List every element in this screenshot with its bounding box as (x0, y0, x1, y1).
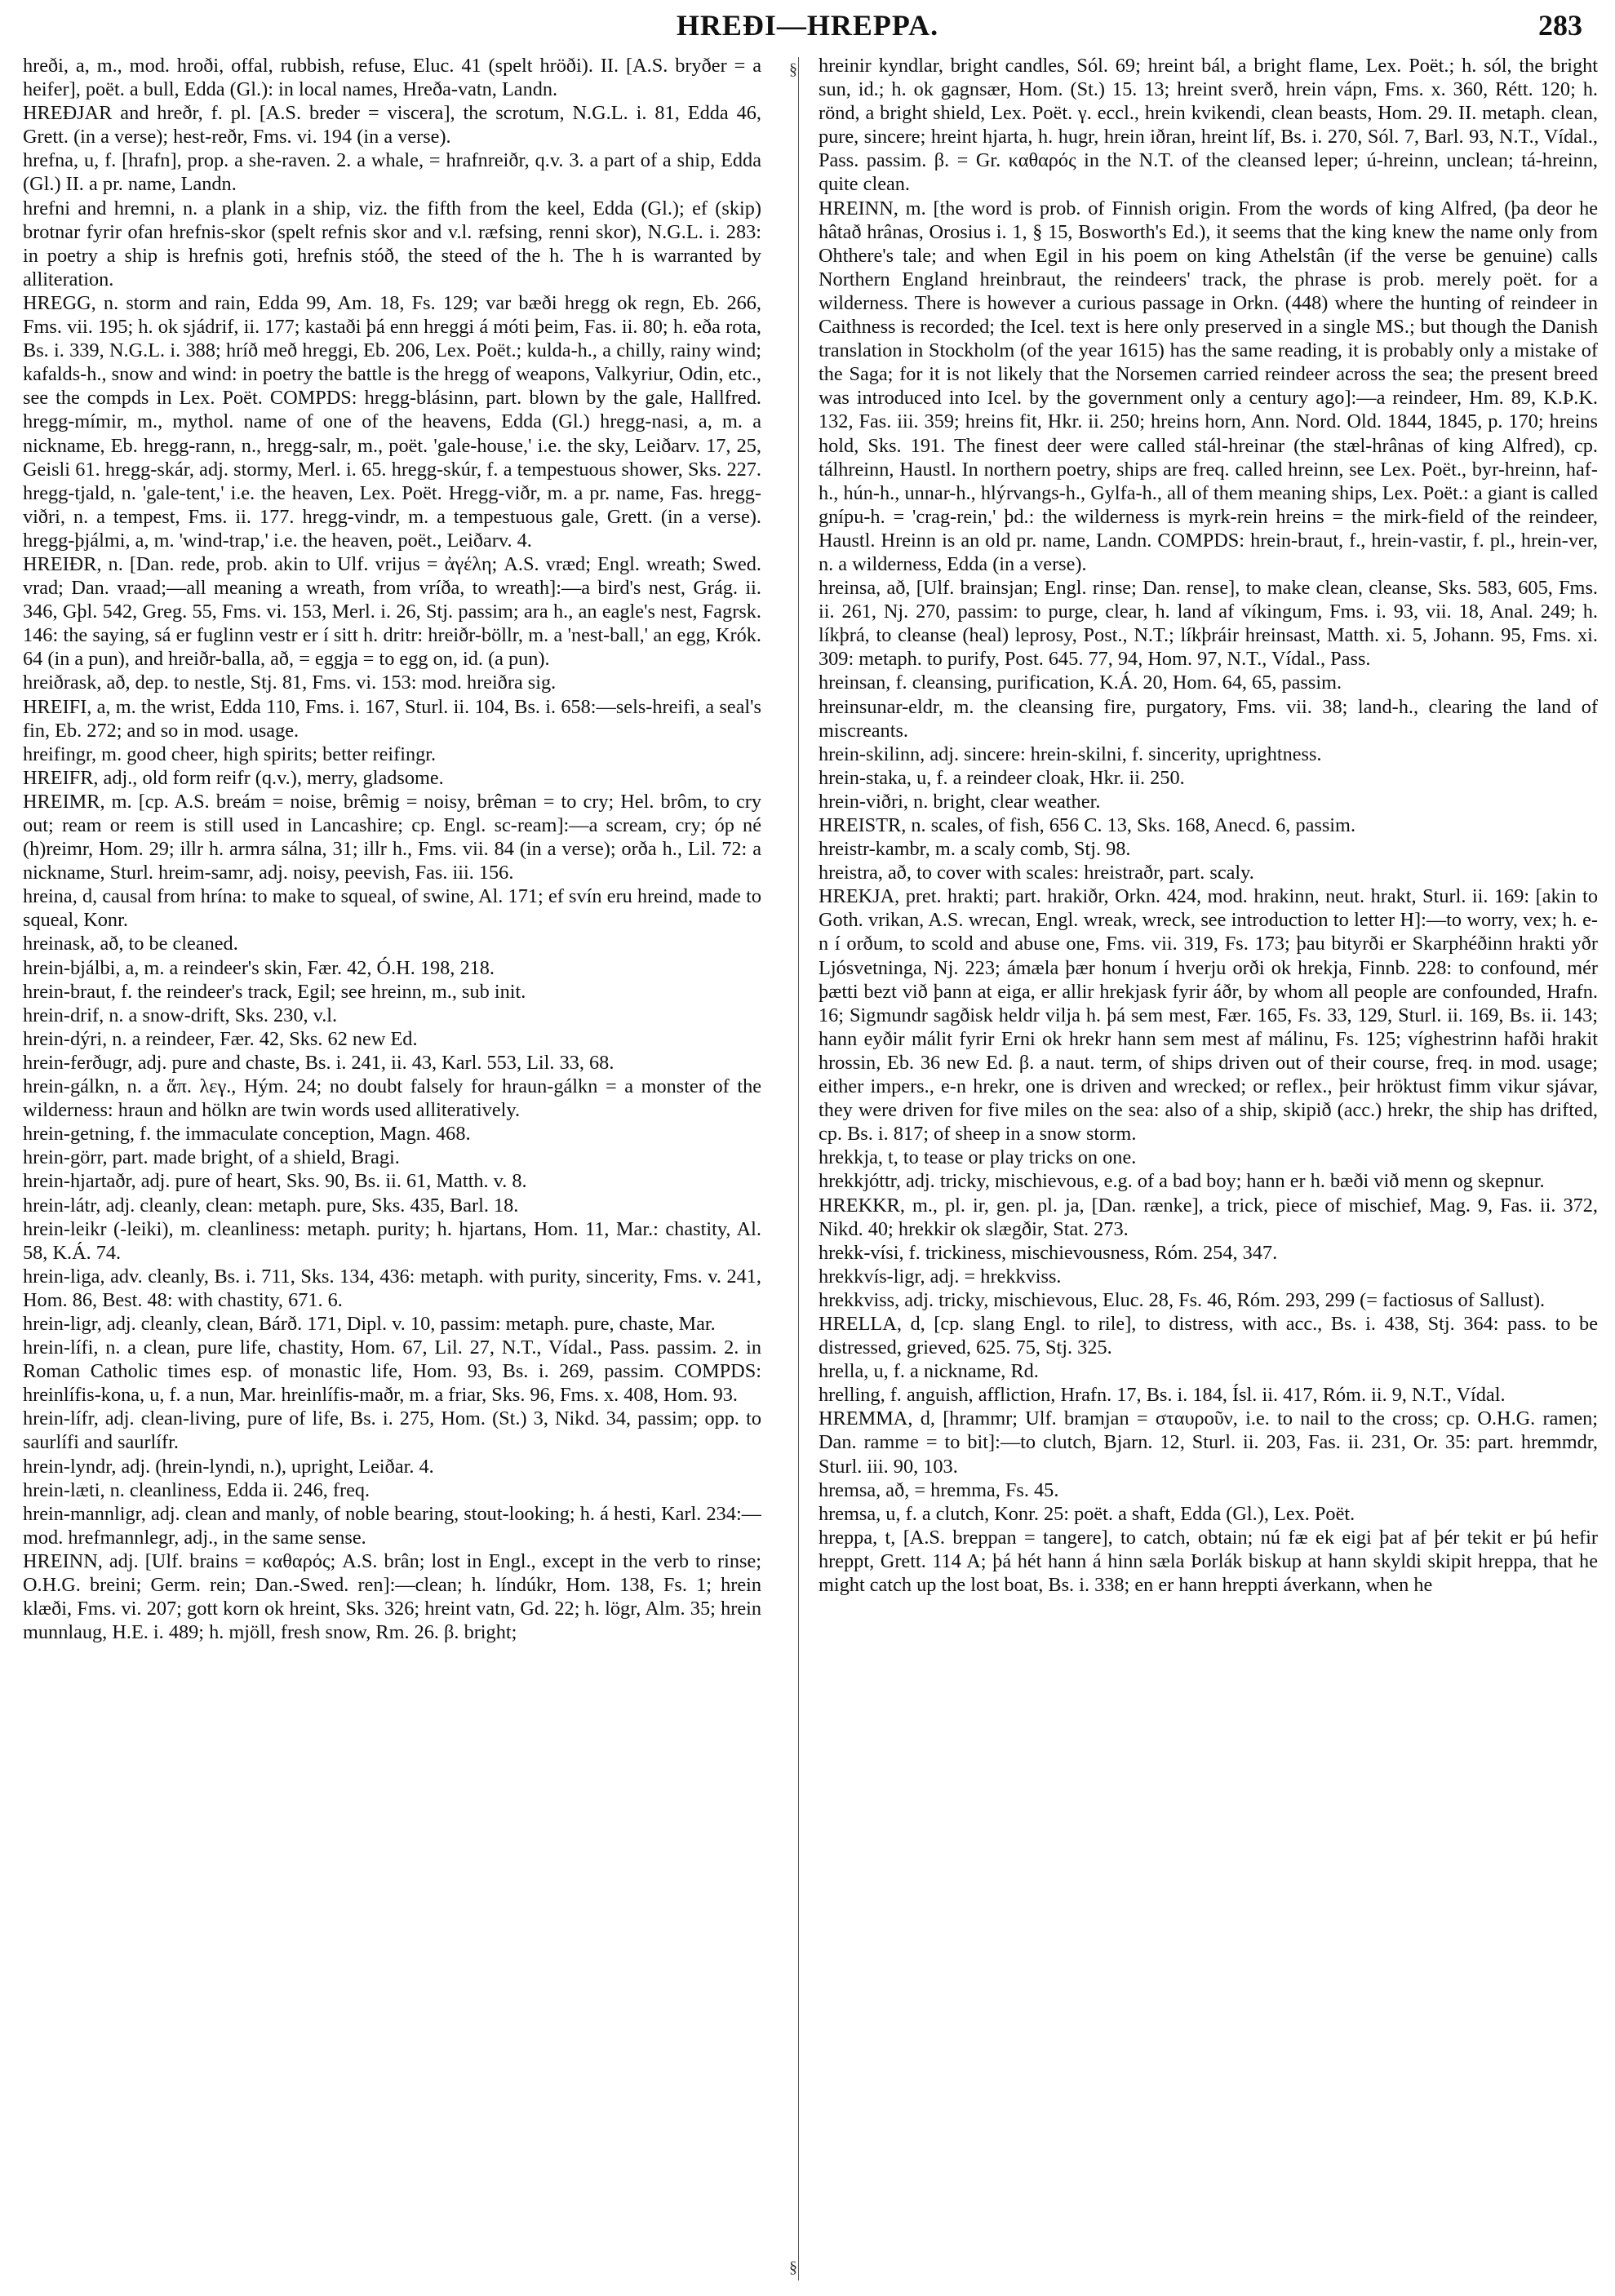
dictionary-entry: hrein-látr, adj. cleanly, clean: metaph. pure, Sks. 435, Barl. 18. (23, 1194, 519, 1217)
dictionary-entry: hrein-skilinn, adj. sincere: hrein-skilni, f. sincerity, uprightness. (819, 742, 1322, 765)
dictionary-entry: hrein-ferðugr, adj. pure and chaste, Bs. i. 241, ii. 43, Karl. 553, Lil. 33, 68. (23, 1051, 614, 1074)
dictionary-entry: hremsa, u, f. a clutch, Konr. 25: poët. a shaft, Edda (Gl.), Lex. Poët. (819, 1502, 1355, 1525)
dictionary-entry: HREIÐR, n. [Dan. rede, prob. akin to Ulf. vrijus = ἀγέλη; A.S. vræd; Engl. wreath; Swed. vrad; Dan. vraad;—all meaning a wreath, from vríða, to wreath]:—a bird's nest, Grág. ii. 346, Gþl. 542, Greg. 55, Fms. vi. 153, Merl. i. 26, Stj. passim; ara h., an eagle's nest, Fagrsk. 146: the saying, sá er fuglinn vestr er í sitt h. dritr: hreiðr-böllr, m. a 'nest-ball,' an egg, Krók. 64 (in a pun), and hreiðr-balla, að, = eggja = to egg on, id. (a pun). (23, 552, 761, 671)
running-header (0, 8, 1615, 44)
right-column (819, 54, 1598, 2294)
dictionary-entry: hrefni and hremni, n. a plank in a ship, viz. the fifth from the keel, Edda (Gl.); ef (skip) brotnar fyrir ofan hrefnis-skor (spelt refnis skor and v.l. ræfsing, renni skor), N.G.L. i. 283: in poetry a ship is hrefnis goti, hrefnis stóð, the steed of the h. The h is warranted by alliteration. (23, 197, 761, 290)
dictionary-entry: HREMMA, d, [hrammr; Ulf. bramjan = σταυροῦν, i.e. to nail to the cross; cp. O.H.G. ramen; Dan. ramme = to bit]:—to clutch, Bjarn. 12, Sturl. ii. 203, Fas. ii. 231, Or. 35: part. hremmdr, Sturl. iii. 90, 103. (819, 1407, 1598, 1478)
dictionary-entry: hreina, d, causal from hrína: to make to squeal, of swine, Al. 171; ef svín eru hreind, made to squeal, Konr. (23, 885, 761, 932)
dictionary-entry: hrelling, f. anguish, affliction, Hrafn. 17, Bs. i. 184, Ísl. ii. 417, Róm. ii. 9, N.T., Vídal. (819, 1384, 1506, 1407)
dictionary-entry: hreði, a, m., mod. hroði, offal, rubbish, refuse, Eluc. 41 (spelt hröði). II. [A.S. bryðer = a heifer], poët. a bull, Edda (Gl.): in local names, Hreða-vatn, Landn. (23, 55, 761, 101)
dictionary-entry: HREÐJAR and hreðr, f. pl. [A.S. breder = viscera], the scrotum, N.G.L. i. 81, Edda 46, Grett. (in a verse); hest-reðr, Fms. vi. 194 (in a verse). (23, 102, 761, 148)
dictionary-entry: hrein-görr, part. made bright, of a shield, Bragi. (23, 1146, 400, 1169)
dictionary-entry: hrekk-vísi, f. trickiness, mischievousness, Róm. 254, 347. (819, 1241, 1278, 1264)
page-title: HREÐI—HREPPA. (676, 9, 939, 42)
divider-mark-top: § (789, 60, 797, 78)
dictionary-entry: hreinask, að, to be cleaned. (23, 933, 238, 955)
dictionary-entry: hrein-staka, u, f. a reindeer cloak, Hkr. ii. 250. (819, 766, 1185, 789)
dictionary-entry: hrein-liga, adv. cleanly, Bs. i. 711, Sks. 134, 436: metaph. with purity, sincerity, Fms. v. 241, Hom. 86, Best. 48: with chastity, 671. 6. (23, 1265, 761, 1311)
dictionary-entry: hrein-læti, n. cleanliness, Edda ii. 246, freq. (23, 1478, 370, 1501)
dictionary-entry: hreistr-kambr, m. a scaly comb, Stj. 98. (819, 838, 1131, 861)
dictionary-entry: hreifingr, m. good cheer, high spirits; better reifingr. (23, 742, 437, 765)
dictionary-entry: hrella, u, f. a nickname, Rd. (819, 1360, 1039, 1383)
dictionary-entry: HREIFR, adj., old form reifr (q.v.), merry, gladsome. (23, 766, 444, 789)
dictionary-entry: hreistra, að, to cover with scales: hreistraðr, part. scaly. (819, 862, 1254, 884)
dictionary-entry: hrekkvís-ligr, adj. = hrekkviss. (819, 1265, 1062, 1288)
dictionary-entry: hrein-mannligr, adj. clean and manly, of noble bearing, stout-looking; h. á hesti, Karl. 234:—mod. hrefmannlegr, adj., in the same sense. (23, 1502, 761, 1549)
column-divider (798, 57, 799, 2280)
dictionary-entry: HREIMR, m. [cp. A.S. breám = noise, brêmig = noisy, brêman = to cry; Hel. brôm, to cry out; ream or reem is still used in Lancashire; cp. Engl. sc-ream]:—a scream, cry; óp né (h)reimr, Hom. 29; illr h. armra sálna, 31; illr h., Fms. vii. 84 (in a verse); orða h., Lil. 72: a nickname, Sturl. hreim-samr, adj. noisy, peevish, Fas. iii. 156. (23, 790, 761, 884)
dictionary-entry: HREKKR, m., pl. ir, gen. pl. ja, [Dan. rænke], a trick, piece of mischief, Mag. 9, Fas. ii. 372, Nikd. 40; hrekkir ok slægðir, Stat. 273. (819, 1194, 1598, 1240)
dictionary-entry: hrein-getning, f. the immaculate conception, Magn. 468. (23, 1123, 471, 1146)
dictionary-entry: HREINN, adj. [Ulf. brains = καθαρός; A.S. brân; lost in Engl., except in the verb to rinse; O.H.G. breini; Germ. rein; Dan.-Swed. ren]:—clean; h. líndúkr, Hom. 138, Fs. 1; hrein klæði, Fms. vi. 207; gott korn ok hreint, Sks. 326; hreint vatn, Gd. 22; h. lögr, Alm. 35; hrein munnlaug, H.E. i. 489; h. mjöll, fresh snow, Rm. 26. β. bright; (23, 1549, 761, 1644)
divider-mark-bottom: § (789, 2258, 797, 2276)
dictionary-entry: hremsa, að, = hremma, Fs. 45. (819, 1478, 1059, 1501)
dictionary-entry: hreinsa, að, [Ulf. brainsjan; Engl. rinse; Dan. rense], to make clean, cleanse, Sks. 583, 605, Fms. ii. 261, Nj. 270, passim: to purge, clear, h. land af víkingum, Fms. i. 93, vii. 18, Anal. 249; h. líkþrá, to cleanse (heal) leprosy, Post., N.T.; líkþráir hreinsast, Matth. xi. 5, Johann. 95, Fms. xi. 309: metaph. to purify, Post. 645. 77, 94, Hom. 97, N.T., Vídal., Pass. (819, 577, 1598, 671)
dictionary-entry: hreinsunar-eldr, m. the cleansing fire, purgatory, Fms. vii. 38; land-h., clearing the land of miscreants. (819, 695, 1598, 742)
dictionary-entry: hreiðrask, að, dep. to nestle, Stj. 81, Fms. vi. 153: mod. hreiðra sig. (23, 672, 557, 694)
dictionary-entry: hrein-bjálbi, a, m. a reindeer's skin, Fær. 42, Ó.H. 198, 218. (23, 956, 495, 979)
dictionary-entry: HREIFI, a, m. the wrist, Edda 110, Fms. i. 167, Sturl. ii. 104, Bs. i. 658:—sels-hreifi, a seal's fin, Eb. 272; and so in mod. usage. (23, 695, 761, 742)
dictionary-entry: hreinir kyndlar, bright candles, Sól. 69; hreint bál, a bright flame, Lex. Poët.; h. sól, the bright sun, id.; h. ok gagnsær, Hom. (St.) 15. 13; hreint sverð, hrein vápn, Fms. x. 360, Rétt. 120; h. rönd, a bright shield, Lex. Poët. γ. eccl., hrein kvikendi, clean beasts, Hom. 29. II. metaph. clean, pure, sincere; hreint hjarta, h. hugr, hrein iðran, hreint líf, Bs. i. 270, Sól. 7, Barl. 93, N.T., Vídal., Pass. passim. β. = Gr. καθαρός in the N.T. of the cleansed leper; ú-hreinn, unclean; tá-hreinn, quite clean. (819, 55, 1598, 196)
dictionary-entry: hrein-lífr, adj. clean-living, pure of life, Bs. i. 275, Hom. (St.) 3, Nikd. 34, passim; opp. to saurlífi and saurlífr. (23, 1407, 761, 1454)
dictionary-entry: HREINN, m. [the word is prob. of Finnish origin. From the words of king Alfred, (þa deor he hâtað hrânas, Orosius i. 1, § 15, Bosworth's Ed.), it seems that the king knew the name only from Ohthere's tale; and when Egil in his poem on king Athelstân (if the verse be genuine) calls Northern England hreinbraut, the reindeers' track, the phrase is prob. merely poët. for a wilderness. There is however a curious passage in Orkn. (448) where the hunting of reindeer in Caithness is recorded; the Icel. text is here only preserved in a single MS.; but though the Danish translation in Stockholm (of the year 1615) has the same reading, it is probably only a mistake of the Saga; for it is not likely that the Norsemen carried reindeer across the sea; the present breed was introduced into Icel. by the government only a century ago]:—a reindeer, Hm. 89, K.Þ.K. 132, Fas. iii. 359; hreins fit, Hkr. ii. 250; hreins horn, Ann. Nord. Old. 1844, 1845, p. 170; hreins hold, Sks. 191. The finest deer were called stál-hreinar (the stæl-hrânas of king Alfred), cp. tálhreinn, Haustl. In northern poetry, ships are freq. called hreinn, see Lex. Poët., byr-hreinn, haf-h., hún-h., unnar-h., hlýrvangs-h., Gylfa-h., all of them meaning ships, Lex. Poët.: a giant is called gnípu-h. = 'crag-rein,' þd.: the wilderness is myrk-rein hreins = the mirk-field of the reindeer, Haustl. Hreinn is an old pr. name, Landn. COMPDS: hrein-braut, f., hrein-vastir, f. pl., hrein-ver, n. a wilderness, Edda (in a verse). (819, 197, 1598, 575)
dictionary-entry: hrein-gálkn, n. a ἅπ. λεγ., Hým. 24; no doubt falsely for hraun-gálkn = a monster of the wilderness: hraun and hölkn are twin words used alliteratively. (23, 1075, 761, 1122)
dictionary-entry: HREISTR, n. scales, of fish, 656 C. 13, Sks. 168, Anecd. 6, passim. (819, 814, 1356, 836)
dictionary-entry: hrekkjóttr, adj. tricky, mischievous, e.g. of a bad boy; hann er h. bæði við menn og skepnur. (819, 1170, 1545, 1193)
dictionary-entry: hrein-drif, n. a snow-drift, Sks. 230, v.l. (23, 1004, 338, 1026)
dictionary-entry: hrein-lífi, n. a clean, pure life, chastity, Hom. 67, Lil. 27, N.T., Vídal., Pass. passim. 2. in Roman Catholic times esp. of monastic life, Hom. 93, Bs. i. 269, passim. COMPDS: hreinlífis-kona, u, f. a nun, Mar. hreinlífis-maðr, m. a friar, Sks. 96, Fms. x. 408, Hom. 93. (23, 1336, 761, 1407)
dictionary-entry: HRELLA, d, [cp. slang Engl. to rile], to distress, with acc., Bs. i. 438, Stj. 364: pass. to be distressed, grieved, 625. 75, Stj. 325. (819, 1312, 1598, 1359)
dictionary-entry: hrefna, u, f. [hrafn], prop. a she-raven. 2. a whale, = hrafnreiðr, q.v. 3. a part of a ship, Edda (Gl.) II. a pr. name, Landn. (23, 149, 761, 196)
dictionary-entry: HREGG, n. storm and rain, Edda 99, Am. 18, Fs. 129; var bæði hregg ok regn, Eb. 266, Fms. vii. 195; h. ok sjádrif, ii. 177; kastaði þá enn hreggi á móti þeim, Fas. ii. 80; h. eða rota, Bs. i. 339, N.G.L. i. 388; hríð með hreggi, Eb. 206, Lex. Poët.; kulda-h., a chilly, rainy wind; kafalds-h., snow and wind: in poetry the battle is the hregg of weapons, Valkyriur, Odin, etc., see the compds in Lex. Poët. COMPDS: hregg-blásinn, part. blown by the gale, Hallfred. hregg-mímir, m., mythol. name of one of the heavens, Edda (Gl.) hregg-nasi, a, m. a nickname, Eb. hregg-rann, n., hregg-salr, m., poët. 'gale-house,' i.e. the sky, Leiðarv. 17, 25, Geisli 61. hregg-skár, adj. stormy, Merl. i. 65. hregg-skúr, f. a tempestuous shower, Sks. 227. hregg-tjald, n. 'gale-tent,' i.e. the heaven, Lex. Poët. Hregg-viðr, m. a pr. name, Fas. hregg-viðri, n. a tempest, Fms. ii. 177. hregg-vindr, m. a tempestuous gale, Grett. (in a verse). hregg-þjálmi, a, m. 'wind-trap,' i.e. the heaven, poët., Leiðarv. 4. (23, 291, 761, 552)
dictionary-entry: hrein-viðri, n. bright, clear weather. (819, 790, 1101, 813)
dictionary-entry: hrein-dýri, n. a reindeer, Fær. 42, Sks. 62 new Ed. (23, 1027, 418, 1050)
dictionary-entry: hrekkviss, adj. tricky, mischievous, Eluc. 28, Fs. 46, Róm. 293, 299 (= factiosus of Sallust). (819, 1288, 1546, 1311)
dictionary-entry: hrekkja, t, to tease or play tricks on one. (819, 1146, 1137, 1169)
page-number: 283 (1538, 9, 1582, 42)
dictionary-entry: hreppa, t, [A.S. breppan = tangere], to catch, obtain; nú fæ ek eigi þat af þér tekit er þú hefir hreppt, Grett. 114 A; þá hét hann á hinn sæla Þorlák biskup at hann skyldi skipit hreppa, that he might catch up the lost boat, Bs. i. 338; en er hann hreppti áverkann, when he (819, 1526, 1598, 1596)
dictionary-entry: HREKJA, pret. hrakti; part. hrakiðr, Orkn. 424, mod. hrakinn, neut. hrakt, Sturl. ii. 169: [akin to Goth. vrikan, A.S. wrecan, Engl. wreak, wreck, see introduction to letter H]:—to worry, vex; h. e-n í orðum, to scold and abuse one, Fms. vii. 319, Fs. 173; þau bityrði er Skarphéðinn hrakti yðr Ljósvetninga, Nj. 223; ámæla þær honum í hverju orði ok hrekja, Finnb. 228: to confound, mér þætti bezt við þann at eiga, er allir hrekjask fyrir áðr, by whom all people are confounded, Hrafn. 16; Sigmundr sagðisk heldr vilja h. þá sem mest, Fær. 165, Fs. 33, 129, Sturl. ii. 169, Bs. ii. 143; hann eyðir málit fyrir Erni ok hrekr hann sem mest af málinu, Fs. 125; víghestrinn hafði hrakit hrossin, Eb. 36 new Ed. β. a naut. term, of ships driven out of their course, freq. in mod. usage; either impers., e-n hrekr, one is driven and wrecked; or reflex., þeir hröktust fimm vikur sjávar, they were driven for five miles on the sea: also of a ship, skipið (acc.) hrekr, the ship has drifted, cp. Bs. i. 817; of sheep in a snow storm. (819, 885, 1598, 1146)
dictionary-entry: hrein-ligr, adj. cleanly, clean, Bárð. 171, Dipl. v. 10, passim: metaph. pure, chaste, Mar. (23, 1312, 716, 1335)
dictionary-entry: hrein-hjartaðr, adj. pure of heart, Sks. 90, Bs. ii. 61, Matth. v. 8. (23, 1170, 527, 1193)
dictionary-entry: hreinsan, f. cleansing, purification, K.Á. 20, Hom. 64, 65, passim. (819, 672, 1342, 694)
dictionary-entry: hrein-lyndr, adj. (hrein-lyndi, n.), upright, Leiðar. 4. (23, 1455, 434, 1478)
dictionary-entry: hrein-leikr (-leiki), m. cleanliness: metaph. purity; h. hjartans, Hom. 11, Mar.: chastity, Al. 58, K.Á. 74. (23, 1217, 761, 1264)
left-column (23, 54, 761, 2294)
dictionary-entry: hrein-braut, f. the reindeer's track, Egil; see hreinn, m., sub init. (23, 980, 526, 1003)
